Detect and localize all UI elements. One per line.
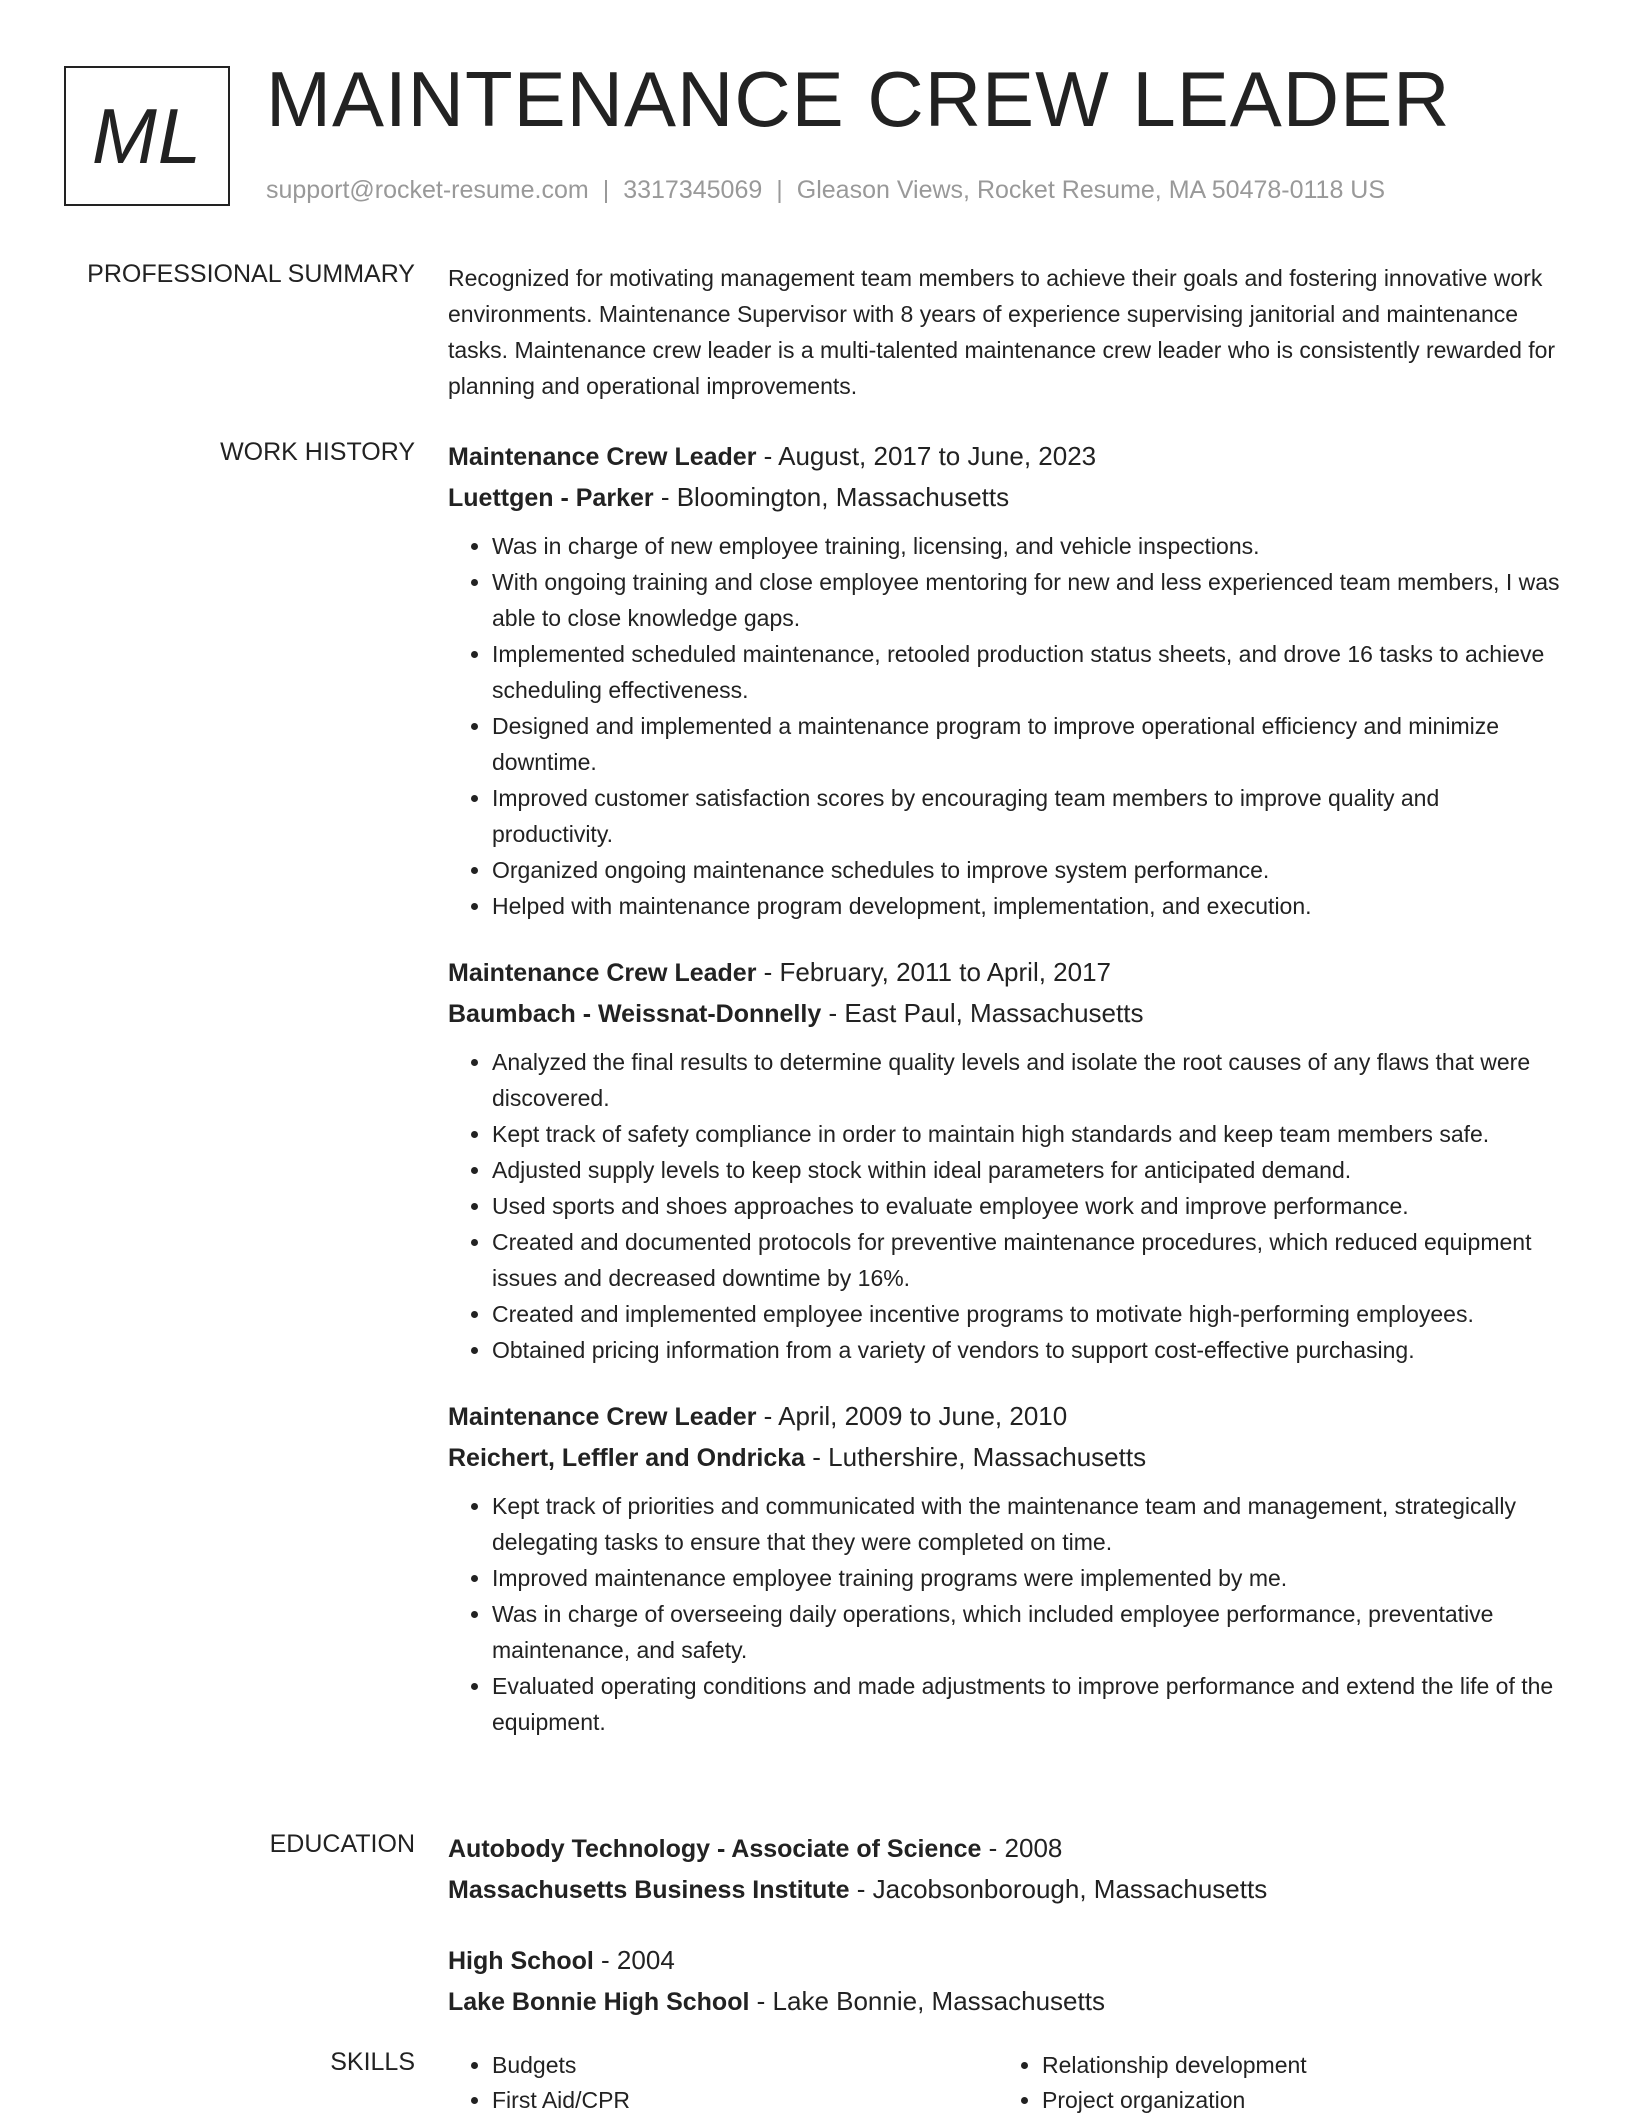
education-entry	[448, 1828, 1566, 1910]
section-label: EDUCATION	[269, 1830, 415, 1858]
education-school: Massachusetts Business Institute	[448, 1876, 850, 1904]
contact-phone: 3317345069	[623, 176, 763, 204]
job-bullet: • Used sports and shoes approaches to evaluate employee work and improve performance.	[492, 1188, 1566, 1224]
job-location: - Luthershire, Massachusetts	[805, 1442, 1147, 1472]
job-location: - Bloomington, Massachusetts	[653, 482, 1010, 512]
education-school-line	[448, 1981, 1566, 2022]
contact-separator: |	[776, 176, 783, 204]
job-bullet: • Analyzed the final results to determine quality levels and isolate the root causes of any flaws that were discovered.	[492, 1044, 1566, 1116]
initials-text: ML	[91, 91, 203, 180]
education-entry	[448, 1940, 1566, 2022]
job-entry	[448, 436, 1566, 924]
job-dates: - February, 2011 to April, 2017	[756, 957, 1112, 987]
resume-name: MAINTENANCE CREW LEADER	[266, 55, 1451, 143]
skill-item: • Budgets	[492, 2048, 998, 2083]
job-bullet: • Helped with maintenance program development, implementation, and execution.	[492, 888, 1566, 924]
skills-list-right	[998, 2048, 1498, 2118]
job-bullet: • Adjusted supply levels to keep stock within ideal parameters for anticipated demand.	[492, 1152, 1566, 1188]
job-bullet: • With ongoing training and close employee mentoring for new and less experienced team members, I was able to close knowledge gaps.	[492, 564, 1566, 636]
job-bullet: • Implemented scheduled maintenance, retooled production status sheets, and drove 16 tasks to achieve scheduling effectiveness.	[492, 636, 1566, 708]
job-location: - East Paul, Massachusetts	[821, 998, 1144, 1028]
job-dates: - April, 2009 to June, 2010	[756, 1401, 1068, 1431]
job-bullet: • Was in charge of new employee training, licensing, and vehicle inspections.	[492, 528, 1566, 564]
job-bullet: • Obtained pricing information from a variety of vendors to support cost-effective purchasing.	[492, 1332, 1566, 1368]
job-bullet: • Was in charge of overseeing daily operations, which included employee performance, preventative maintenance, and safety.	[492, 1596, 1566, 1668]
contact-email: support@rocket-resume.com	[266, 176, 589, 204]
job-title: Maintenance Crew Leader	[448, 1403, 757, 1431]
skills-grid	[448, 2048, 1566, 2118]
skill-item: • Relationship development	[1042, 2048, 1498, 2083]
section-label: WORK HISTORY	[220, 438, 415, 466]
education-school: Lake Bonnie High School	[448, 1988, 750, 2016]
education-year: - 2008	[981, 1833, 1063, 1863]
job-title-line	[448, 436, 1566, 477]
job-bullet: • Created and implemented employee incentive programs to motivate high-performing employees.	[492, 1296, 1566, 1332]
skill-item: • Project organization	[1042, 2083, 1498, 2118]
education-degree-line	[448, 1940, 1566, 1981]
education-year: - 2004	[593, 1945, 675, 1975]
job-title: Maintenance Crew Leader	[448, 959, 757, 987]
job-company-line	[448, 993, 1566, 1034]
job-dates: - August, 2017 to June, 2023	[756, 441, 1097, 471]
job-bullet: • Kept track of priorities and communicated with the maintenance team and management, strategically delegating tasks to ensure that they were completed on time.	[492, 1488, 1566, 1560]
skills-list-left	[448, 2048, 998, 2118]
contact-address: Gleason Views, Rocket Resume, MA 50478-0118 US	[796, 176, 1386, 204]
job-bullet: • Improved maintenance employee training programs were implemented by me.	[492, 1560, 1566, 1596]
job-title-line	[448, 1396, 1566, 1437]
summary-text: Recognized for motivating management team members to achieve their goals and fostering innovative work environments. Maintenance Supervisor with 8 years of experience supervising janitorial and maintenance tasks. Maintenance crew leader is a multi-talented maintenance crew leader who is consistently rewarded for planning and operational improvements.	[448, 265, 1556, 399]
contact-line	[266, 176, 1385, 205]
education-degree-line	[448, 1828, 1566, 1869]
education-degree: Autobody Technology - Associate of Science	[448, 1835, 982, 1863]
job-entry	[448, 952, 1566, 1368]
job-title: Maintenance Crew Leader	[448, 443, 757, 471]
section-label: SKILLS	[330, 2048, 415, 2076]
education-location: - Jacobsonborough, Massachusetts	[849, 1874, 1268, 1904]
job-company: Luettgen - Parker	[448, 484, 654, 512]
skill-item: • First Aid/CPR	[492, 2083, 998, 2118]
job-title-line	[448, 952, 1566, 993]
section-label: PROFESSIONAL SUMMARY	[87, 260, 415, 288]
job-bullet: • Designed and implemented a maintenance program to improve operational efficiency and minimize downtime.	[492, 708, 1566, 780]
job-bullets	[448, 528, 1566, 924]
job-company: Reichert, Leffler and Ondricka	[448, 1444, 806, 1472]
initials-monogram	[64, 66, 230, 206]
job-bullet: • Evaluated operating conditions and made adjustments to improve performance and extend the life of the equipment.	[492, 1668, 1566, 1740]
education-degree: High School	[448, 1947, 594, 1975]
job-bullets	[448, 1044, 1566, 1368]
education-location: - Lake Bonnie, Massachusetts	[749, 1986, 1105, 2016]
job-bullet: • Improved customer satisfaction scores by encouraging team members to improve quality and productivity.	[492, 780, 1566, 852]
job-bullets	[448, 1488, 1566, 1740]
job-bullet: • Organized ongoing maintenance schedules to improve system performance.	[492, 852, 1566, 888]
job-company-line	[448, 477, 1566, 518]
job-company: Baumbach - Weissnat-Donnelly	[448, 1000, 822, 1028]
job-bullet: • Kept track of safety compliance in order to maintain high standards and keep team members safe.	[492, 1116, 1566, 1152]
contact-separator: |	[602, 176, 610, 204]
education-school-line	[448, 1869, 1566, 1910]
job-bullet: • Created and documented protocols for preventive maintenance procedures, which reduced equipment issues and decreased downtime by 16%.	[492, 1224, 1566, 1296]
job-company-line	[448, 1437, 1566, 1478]
job-entry	[448, 1396, 1566, 1740]
